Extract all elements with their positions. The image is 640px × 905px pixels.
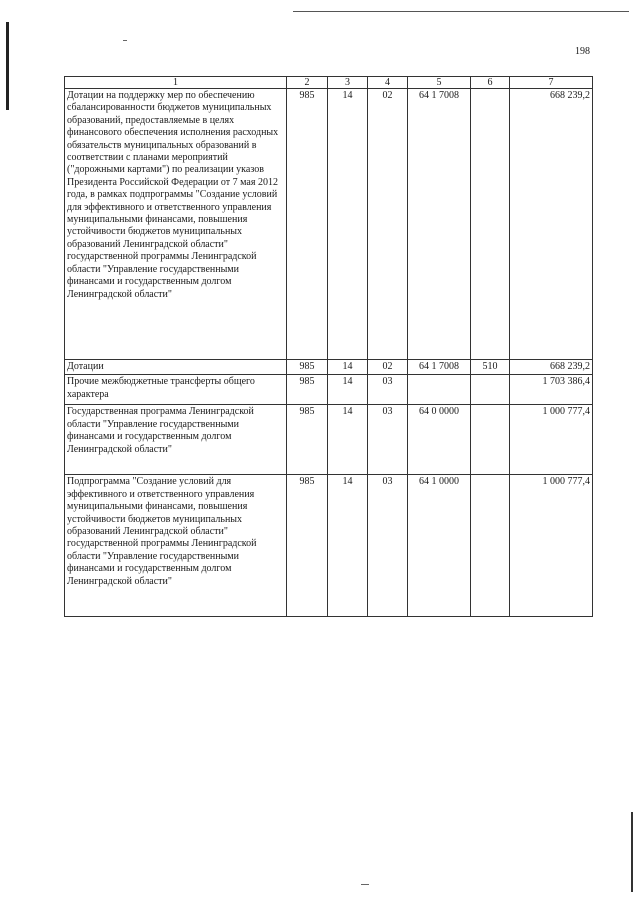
table-row bbox=[65, 360, 593, 375]
row-sum: 1 000 777,4 bbox=[510, 405, 593, 475]
row-grbs: 985 bbox=[287, 89, 328, 360]
row-pr: 03 bbox=[368, 405, 408, 475]
header-col-4: 4 bbox=[368, 77, 408, 89]
scan-speck bbox=[123, 40, 127, 41]
row-name: Подпрограмма "Создание условий для эффективного и ответственного управления муниципальными финансами, повышения устойчивости бюджетов муниципальных образований Ленинградской области" государственной программы Ленинградской области "Управление государственными финансами и государственным долгом Ленинградской области" bbox=[65, 475, 287, 617]
header-col-1: 1 bbox=[65, 77, 287, 89]
row-sum: 668 239,2 bbox=[510, 89, 593, 360]
row-grbs: 985 bbox=[287, 360, 328, 375]
table-row bbox=[65, 405, 593, 475]
row-vr bbox=[471, 89, 510, 360]
row-pr: 02 bbox=[368, 360, 408, 375]
row-grbs: 985 bbox=[287, 375, 328, 405]
header-col-6: 6 bbox=[471, 77, 510, 89]
row-vr bbox=[471, 475, 510, 617]
row-pr: 03 bbox=[368, 375, 408, 405]
row-name: Государственная программа Ленинградской области "Управление государственными финансами и государственным долгом Ленинградской области" bbox=[65, 405, 287, 475]
row-csr bbox=[408, 375, 471, 405]
header-col-5: 5 bbox=[408, 77, 471, 89]
row-vr: 510 bbox=[471, 360, 510, 375]
scan-edge-mark-right bbox=[631, 812, 633, 892]
row-csr: 64 0 0000 bbox=[408, 405, 471, 475]
header-col-2: 2 bbox=[287, 77, 328, 89]
row-rz: 14 bbox=[328, 360, 368, 375]
row-name: Дотации bbox=[65, 360, 287, 375]
row-csr: 64 1 0000 bbox=[408, 475, 471, 617]
row-name: Дотации на поддержку мер по обеспечению сбалансированности бюджетов муниципальных образований, предоставляемые в целях финансового обеспечения исполнения расходных обязательств муниципальных образований в соответствии с планами мероприятий ("дорожными картами") по реализации указов Президента Российской Федерации от 7 мая 2012 года, в рамках подпрограммы "Создание условий для эффективного и ответственного управления муниципальными финансами, повышения устойчивости бюджетов муниципальных образований Ленинградской области" государственной программы Ленинградской области "Управление государственными финансами и государственным долгом Ленинградской области" bbox=[65, 89, 287, 360]
row-csr: 64 1 7008 bbox=[408, 89, 471, 360]
row-pr: 02 bbox=[368, 89, 408, 360]
table-row bbox=[65, 375, 593, 405]
row-vr bbox=[471, 405, 510, 475]
row-sum: 668 239,2 bbox=[510, 360, 593, 375]
row-grbs: 985 bbox=[287, 405, 328, 475]
row-sum: 1 000 777,4 bbox=[510, 475, 593, 617]
header-col-3: 3 bbox=[328, 77, 368, 89]
row-sum: 1 703 386,4 bbox=[510, 375, 593, 405]
row-rz: 14 bbox=[328, 375, 368, 405]
row-rz: 14 bbox=[328, 475, 368, 617]
row-rz: 14 bbox=[328, 89, 368, 360]
scan-edge-mark-left bbox=[6, 22, 9, 110]
row-name: Прочие межбюджетные трансферты общего характера bbox=[65, 375, 287, 405]
row-grbs: 985 bbox=[287, 475, 328, 617]
row-vr bbox=[471, 375, 510, 405]
scan-edge-mark-top bbox=[293, 11, 629, 12]
table-row bbox=[65, 475, 593, 617]
scan-speck bbox=[361, 884, 369, 885]
row-pr: 03 bbox=[368, 475, 408, 617]
row-rz: 14 bbox=[328, 405, 368, 475]
header-col-7: 7 bbox=[510, 77, 593, 89]
row-csr: 64 1 7008 bbox=[408, 360, 471, 375]
table-row bbox=[65, 89, 593, 360]
header-row bbox=[65, 77, 593, 89]
budget-table bbox=[64, 76, 593, 617]
page-number: 198 bbox=[575, 46, 590, 57]
